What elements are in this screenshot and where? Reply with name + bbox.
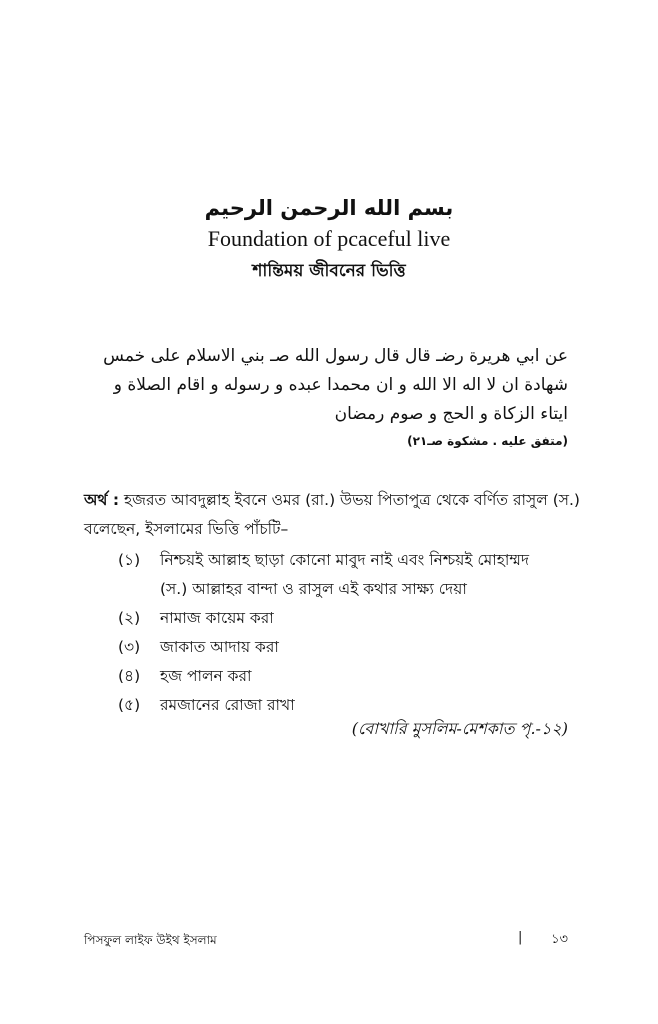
meaning-label: অর্থ : — [84, 491, 120, 509]
english-title: Foundation of pcaceful live — [207, 226, 451, 251]
meaning-paragraph — [84, 486, 580, 544]
pillar-number: (১) — [118, 551, 141, 569]
pillar-number: (৪) — [118, 667, 141, 685]
pillar-item-4 — [118, 662, 588, 691]
pillar-number: (৩) — [118, 638, 141, 656]
pillar-number: (২) — [118, 609, 141, 627]
pillar-item-1 — [118, 546, 588, 604]
hadith-line-3: ايتاء الزكاة و الحج و صوم رمضان — [334, 404, 568, 424]
pillars-list — [118, 546, 588, 720]
footer-separator: | — [518, 930, 523, 945]
meaning-text: হজরত আবদুল্লাহ ইবনে ওমর (রা.) উভয় পিতাপুত্র থেকে বর্ণিত রাসুল (স.) বলেছেন, ইসলামের ভিত্তি পাঁচটি– — [84, 491, 580, 538]
pillar-text: রমজানের রোজা রাখা — [160, 696, 295, 714]
hadith-source: (متفق عليه . مشكوة صـ٢١) — [407, 434, 568, 448]
pillar-item-2 — [118, 604, 588, 633]
pillar-text: জাকাত আদায় করা — [160, 638, 279, 656]
hadith-arabic-text — [88, 342, 568, 429]
pillar-text-line-2: (স.) আল্লাহর বান্দা ও রাসুল এই কথার সাক্ষ্য দেয়া — [160, 580, 467, 598]
hadith-reference: (বোখারি মুসলিম-মেশকাত পৃ.-১২) — [351, 719, 568, 738]
hadith-line-2: شهادة ان لا اله الا الله و ان محمدا عبده و رسوله و اقام الصلاة و — [113, 375, 568, 395]
pillar-text-line-1: নিশ্চয়ই আল্লাহ ছাড়া কোনো মাবুদ নাই এবং নিশ্চয়ই মোহাম্মদ — [160, 551, 530, 569]
page-number: ১৩ — [551, 932, 568, 947]
pillar-text — [160, 546, 588, 604]
bengali-title: শান্তিময় জীবনের ভিত্তি — [252, 261, 406, 281]
pillar-number: (৫) — [118, 696, 141, 714]
pillar-text: হজ পালন করা — [160, 667, 252, 685]
pillar-text: নামাজ কায়েম করা — [160, 609, 274, 627]
footer-book-title: পিসফুল লাইফ উইথ ইসলাম — [84, 933, 217, 947]
arabic-title: بسم الله الرحمن الرحيم — [204, 196, 454, 220]
hadith-line-1: عن ابي هريرة رضـ قال قال رسول الله صـ بني الاسلام على خمس — [103, 346, 568, 366]
pillar-item-3 — [118, 633, 588, 662]
